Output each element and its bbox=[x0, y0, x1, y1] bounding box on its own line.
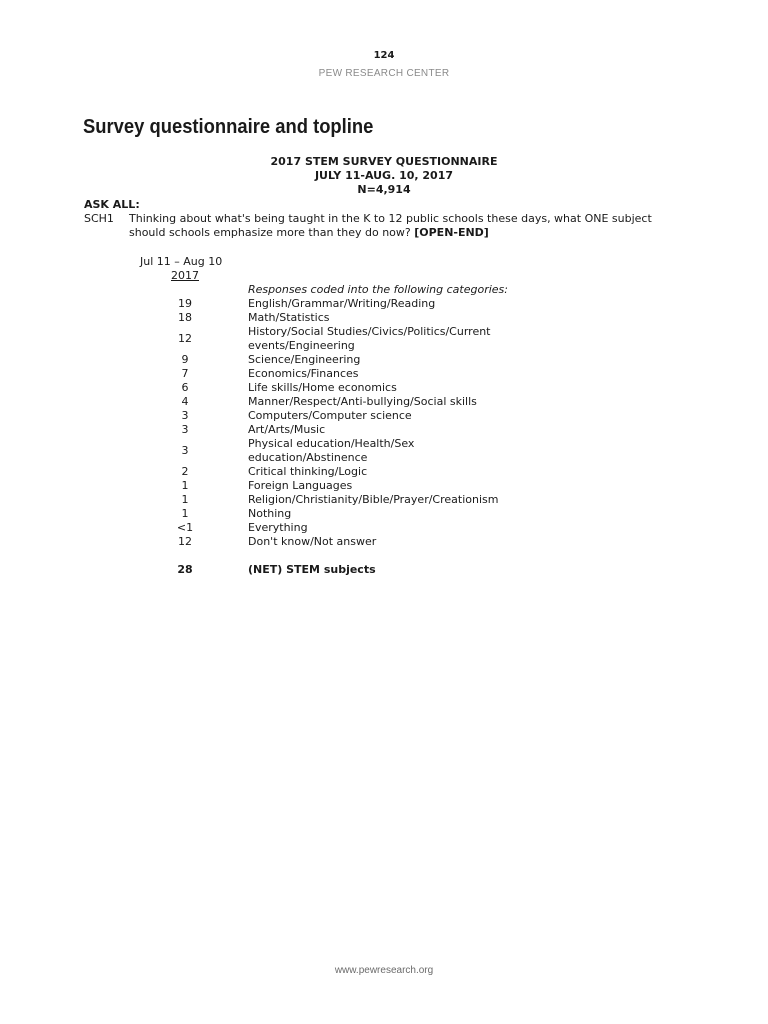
row-value: 4 bbox=[181, 395, 189, 408]
table-row bbox=[0, 409, 768, 423]
row-label: Critical thinking/Logic bbox=[248, 465, 368, 478]
row-label: Computers/Computer science bbox=[248, 409, 412, 422]
question-code: SCH1 bbox=[84, 212, 114, 225]
row-label: Economics/Finances bbox=[248, 367, 359, 380]
row-value: 3 bbox=[181, 409, 189, 422]
survey-sample-size: N=4,914 bbox=[357, 183, 411, 196]
net-value: 28 bbox=[177, 563, 193, 576]
row-value: 9 bbox=[181, 353, 189, 366]
topline-table bbox=[0, 297, 768, 577]
page-number: 124 bbox=[373, 50, 395, 61]
net-row bbox=[0, 563, 768, 577]
row-label: Math/Statistics bbox=[248, 311, 330, 324]
row-value: <1 bbox=[176, 521, 194, 534]
org-name: PEW RESEARCH CENTER bbox=[318, 68, 450, 79]
row-label: Foreign Languages bbox=[248, 479, 353, 492]
row-label: Everything bbox=[248, 521, 308, 534]
table-spacer bbox=[0, 549, 768, 563]
survey-title: 2017 STEM SURVEY QUESTIONNAIRE bbox=[270, 155, 498, 168]
row-value: 19 bbox=[178, 297, 192, 310]
table-row bbox=[0, 311, 768, 325]
column-header-year: 2017 bbox=[171, 269, 199, 282]
row-label: Religion/Christianity/Bible/Prayer/Creationism bbox=[248, 493, 499, 506]
response-categories-intro: Responses coded into the following categories: bbox=[248, 283, 508, 296]
row-label: Life skills/Home economics bbox=[248, 381, 397, 394]
row-value: 3 bbox=[181, 444, 189, 457]
question-tag: [OPEN-END] bbox=[414, 226, 489, 239]
survey-dates: JULY 11-AUG. 10, 2017 bbox=[314, 169, 454, 182]
row-value: 1 bbox=[181, 479, 189, 492]
row-label: English/Grammar/Writing/Reading bbox=[248, 297, 436, 310]
row-value: 18 bbox=[178, 311, 192, 324]
page-title: Survey questionnaire and topline bbox=[83, 116, 374, 138]
row-label: Physical education/Health/Sex education/Abstinence bbox=[248, 437, 415, 464]
row-value: 1 bbox=[181, 493, 189, 506]
table-row bbox=[0, 437, 768, 465]
column-header-date: Jul 11 – Aug 10 bbox=[140, 255, 223, 268]
row-label: Manner/Respect/Anti-bullying/Social skills bbox=[248, 395, 477, 408]
footer-url: www.pewresearch.org bbox=[334, 965, 434, 976]
row-label: Art/Arts/Music bbox=[248, 423, 326, 436]
table-row bbox=[0, 367, 768, 381]
table-row bbox=[0, 325, 768, 353]
table-row bbox=[0, 535, 768, 549]
table-row bbox=[0, 507, 768, 521]
row-label: Nothing bbox=[248, 507, 292, 520]
row-value: 3 bbox=[181, 423, 189, 436]
table-row bbox=[0, 381, 768, 395]
row-label: History/Social Studies/Civics/Politics/Current events/Engineering bbox=[248, 325, 491, 352]
table-row bbox=[0, 297, 768, 311]
table-row bbox=[0, 521, 768, 535]
ask-all-label: ASK ALL: bbox=[84, 198, 140, 211]
row-value: 12 bbox=[178, 332, 192, 345]
table-row bbox=[0, 479, 768, 493]
row-value: 2 bbox=[181, 465, 189, 478]
question-text: Thinking about what's being taught in the K to 12 public schools these days, what ONE subject should schools emphasize more than they do now? bbox=[129, 212, 652, 239]
row-label: Science/Engineering bbox=[248, 353, 361, 366]
row-value: 7 bbox=[181, 367, 189, 380]
net-label: (NET) STEM subjects bbox=[248, 563, 376, 576]
survey-header bbox=[0, 155, 768, 197]
row-value: 6 bbox=[181, 381, 189, 394]
table-row bbox=[0, 423, 768, 437]
table-row bbox=[0, 395, 768, 409]
table-row bbox=[0, 465, 768, 479]
row-label: Don't know/Not answer bbox=[248, 535, 377, 548]
table-row bbox=[0, 353, 768, 367]
row-value: 12 bbox=[178, 535, 192, 548]
row-value: 1 bbox=[181, 507, 189, 520]
question-text-block bbox=[129, 212, 689, 240]
table-row bbox=[0, 493, 768, 507]
